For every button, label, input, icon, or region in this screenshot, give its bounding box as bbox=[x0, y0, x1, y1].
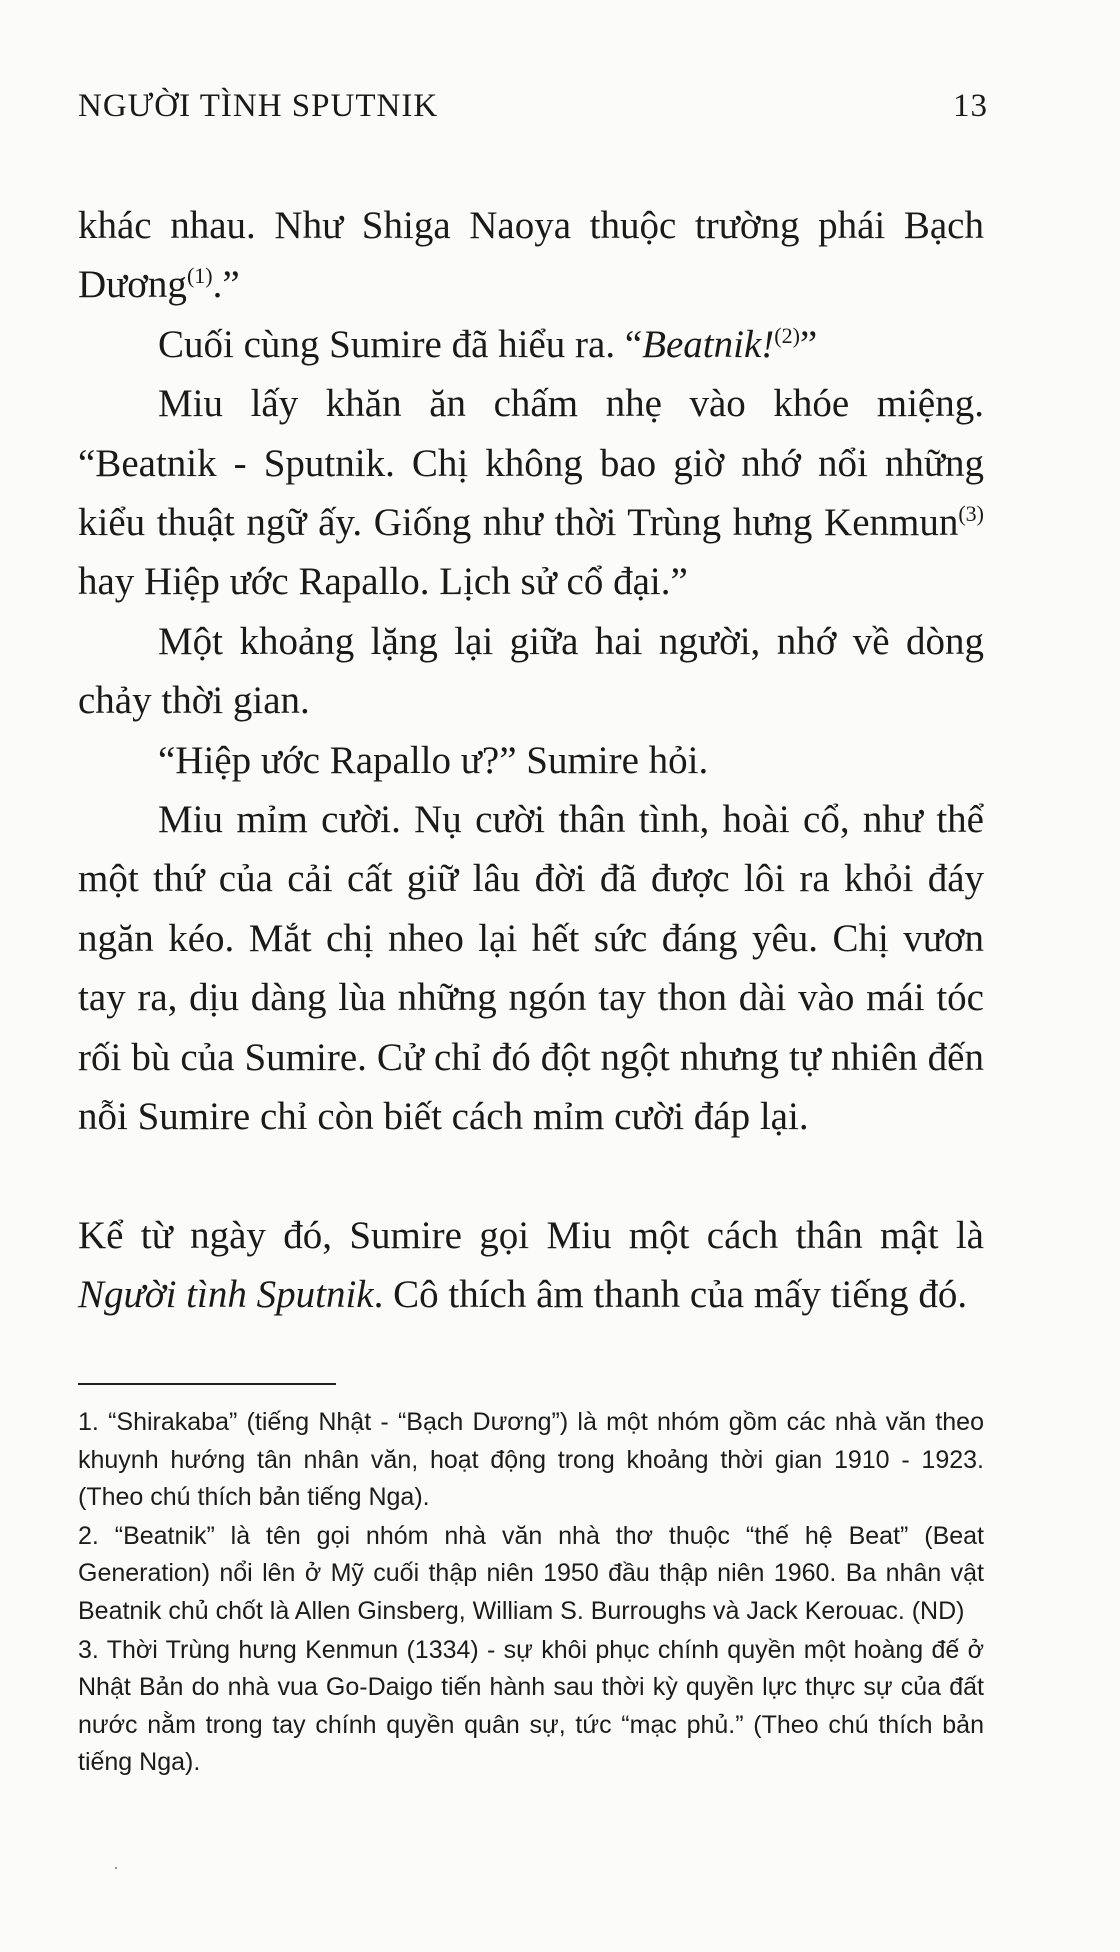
paragraph bbox=[78, 1206, 984, 1325]
italic-term: Beatnik! bbox=[642, 322, 775, 366]
footnote-ref-1: (1) bbox=[186, 263, 213, 289]
book-title: NGƯỜI TÌNH SPUTNIK bbox=[78, 88, 439, 124]
italic-term: Người tình Sputnik bbox=[78, 1272, 374, 1316]
scan-speck bbox=[115, 1867, 117, 1869]
footnote-2: 2. “Beatnik” là tên gọi nhóm nhà văn nhà thơ thuộc “thế hệ Beat” (Beat Generation) nổi lên ở Mỹ cuối thập niên 1950 đầu thập niên 1960. Ba nhân vật Beatnik chủ chốt là Allen Ginsberg, William S. Burroughs và Jack Kerouac. (ND) bbox=[78, 1521, 984, 1625]
footnote-divider bbox=[78, 1383, 336, 1385]
paragraph-text: Cuối cùng Sumire đã hiểu ra. “ bbox=[158, 322, 643, 366]
paragraph: “Hiệp ước Rapallo ư?” Sumire hỏi. bbox=[158, 738, 709, 782]
paragraph: Một khoảng lặng lại giữa hai người, nhớ về dòng chảy thời gian. bbox=[78, 619, 984, 723]
paragraph-text: Miu lấy khăn ăn chấm nhẹ vào khóe miệng. “Beatnik - Sputnik. Chị không bao giờ nhớ nổi những kiểu thuật ngữ ấy. Giống như thời Trùng hưng Kenmun bbox=[78, 382, 984, 545]
paragraph-text: hay Hiệp ước Rapallo. Lịch sử cổ đại.” bbox=[78, 560, 688, 604]
body-text bbox=[78, 196, 984, 1324]
footnote-3: 3. Thời Trùng hưng Kenmun (1334) - sự khôi phục chính quyền một hoàng đế ở Nhật Bản do nhà vua Go-Daigo tiến hành sau thời kỳ quyền lực thực sự của đất nước nằm trong tay chính quyền quân sự, tức “mạc phủ.” (Theo chú thích bản tiếng Nga). bbox=[78, 1635, 984, 1777]
running-header bbox=[78, 88, 988, 138]
paragraph bbox=[78, 374, 984, 612]
paragraph-text: . Cô thích âm thanh của mấy tiếng đó. bbox=[373, 1272, 968, 1316]
paragraph bbox=[78, 315, 984, 374]
paragraph bbox=[78, 196, 984, 315]
footnote-1: 1. “Shirakaba” (tiếng Nhật - “Bạch Dương”) là một nhóm gồm các nhà văn theo khuynh hướng tân nhân văn, hoạt động trong khoảng thời gian 1910 - 1923. (Theo chú thích bản tiếng Nga). bbox=[78, 1408, 984, 1512]
page-number: 13 bbox=[953, 88, 988, 124]
paragraph-text: Kể từ ngày đó, Sumire gọi Miu một cách thân mật là bbox=[78, 1213, 984, 1257]
footnote-ref-3: (3) bbox=[958, 501, 984, 527]
paragraph: Miu mỉm cười. Nụ cười thân tình, hoài cổ, như thể một thứ của cải cất giữ lâu đời đã được lôi ra khỏi đáy ngăn kéo. Mắt chị nheo lại hết sức đáng yêu. Chị vươn tay ra, dịu dàng lùa những ngón tay thon dài vào mái tóc rối bù của Sumire. Cử chỉ đó đột ngột nhưng tự nhiên đến nỗi Sumire chỉ còn biết cách mỉm cười đáp lại. bbox=[78, 798, 984, 1139]
paragraph-text: khác nhau. Như Shiga Naoya thuộc trường phái Bạch Dương bbox=[78, 204, 984, 307]
paragraph-text: ” bbox=[799, 322, 818, 366]
footnote-ref-2: (2) bbox=[774, 322, 800, 348]
paragraph-text: .” bbox=[212, 263, 240, 307]
footnotes bbox=[78, 1404, 984, 1783]
